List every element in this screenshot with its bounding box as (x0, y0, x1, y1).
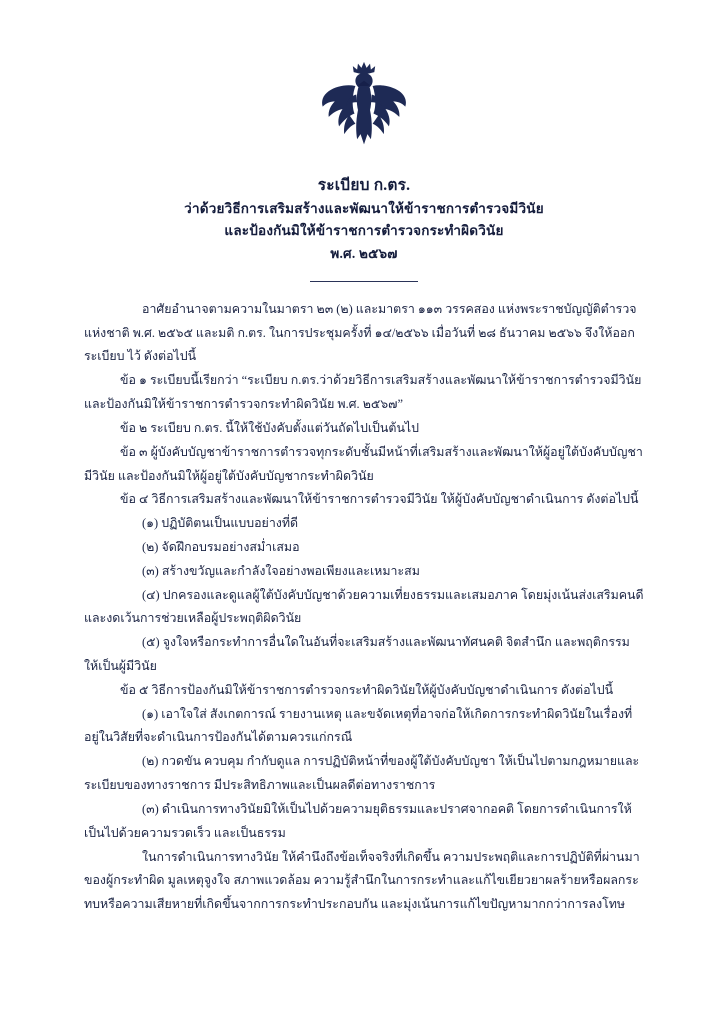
paragraph-clause-4-2: (๒) จัดฝึกอบรมอย่างสม่ำเสมอ (142, 539, 300, 554)
paragraph-clause-5-1: (๑) เอาใจใส่ สังเกตการณ์ รายงานเหตุ และขจัดเหตุที่อาจก่อให้เกิดการกระทำผิดวินัยในเรื่องที่อยู่ในวิสัยที่จะดำเนินการป้องกันได้ตามควรแก่กรณี (84, 706, 633, 745)
paragraph-clause-2: ข้อ ๒ ระเบียบ ก.ตร. นี้ให้ใช้บังคับตั้งแต่วันถัดไปเป็นต้นไป (120, 420, 420, 435)
title-line-4: พ.ศ. ๒๕๖๗ (330, 246, 398, 262)
paragraph-clause-5: ข้อ ๕ วิธีการป้องกันมิให้ข้าราชการตำรวจกระทำผิดวินัยให้ผู้บังคับบัญชาดำเนินการ ดังต่อไปนี้ (120, 682, 614, 697)
garuda-emblem (321, 60, 407, 148)
title-divider (310, 281, 418, 282)
paragraph-closing: ในการดำเนินการทางวินัย ให้คำนึงถึงข้อเท็จจริงที่เกิดขึ้น ความประพฤติและการปฏิบัติที่ผ่านมาของผู้กระทำผิด มูลเหตุจูงใจ สภาพแวดล้อม ความรู้สำนึกในการกระทำและแก้ไขเยียวยาผลร้ายหรือผลกระทบหรือความเสียหายที่เกิดขึ้นจากการกระทำประกอบกัน และมุ่งเน้นการแก้ไขปัญหามากกว่าการลงโทษ (84, 849, 640, 912)
paragraph-clause-4: ข้อ ๔ วิธีการเสริมสร้างและพัฒนาให้ข้าราชการตำรวจมีวินัย ให้ผู้บังคับบัญชาดำเนินการ ดังต่อไปนี้ (120, 492, 639, 507)
paragraph-clause-5-2: (๒) กวดขัน ควบคุม กำกับดูแล การปฏิบัติหน้าที่ของผู้ใต้บังคับบัญชา ให้เป็นไปตามกฎหมายและระเบียบของทางราชการ มีประสิทธิภาพและเป็นผลดีต่อทางราชการ (84, 754, 640, 793)
paragraph-clause-4-1: (๑) ปฏิบัติตนเป็นแบบอย่างที่ดี (142, 516, 299, 531)
paragraph-clause-5-3: (๓) ดำเนินการทางวินัยมิให้เป็นไปด้วยความยุติธรรมและปราศจากอคติ โดยการดำเนินการให้เป็นไปด้วยความรวดเร็ว และเป็นธรรม (84, 801, 632, 840)
title-line-1: ระเบียบ ก.ตร. (317, 177, 411, 194)
title-line-2: ว่าด้วยวิธีการเสริมสร้างและพัฒนาให้ข้าราชการตำรวจมีวินัย (184, 201, 544, 217)
paragraph-clause-1: ข้อ ๑ ระเบียบนี้เรียกว่า “ระเบียบ ก.ตร.ว่าด้วยวิธีการเสริมสร้างและพัฒนาให้ข้าราชการตำรวจมีวินัย และป้องกันมิให้ข้าราชการตำรวจกระทำผิดวินัย พ.ศ. ๒๕๖๗” (84, 373, 642, 412)
paragraph-clause-4-3: (๓) สร้างขวัญและกำลังใจอย่างพอเพียงและเหมาะสม (142, 563, 420, 578)
document-title-block (84, 174, 644, 267)
emblem-container (84, 60, 644, 152)
title-line-3: และป้องกันมิให้ข้าราชการตำรวจกระทำผิดวินัย (224, 222, 504, 238)
paragraph-clause-3: ข้อ ๓ ผู้บังคับบัญชาข้าราชการตำรวจทุกระดับชั้นมีหน้าที่เสริมสร้างและพัฒนาให้ผู้อยู่ใต้บังคับบัญชามีวินัย และป้องกันมิให้ผู้อยู่ใต้บังคับบัญชากระทำผิดวินัย (84, 444, 643, 483)
paragraph-preamble: อาศัยอำนาจตามความในมาตรา ๒๓ (๒) และมาตรา ๑๑๓ วรรคสอง แห่งพระราชบัญญัติตำรวจแห่งชาติ พ.ศ. ๒๕๖๕ และมติ ก.ตร. ในการประชุมครั้งที่ ๑๔/๒๕๖๖ เมื่อวันที่ ๒๘ ธันวาคม ๒๕๖๖ จึงให้ออกระเบียบ ไว้ ดังต่อไปนี้ (84, 301, 637, 364)
paragraph-clause-4-4: (๔) ปกครองและดูแลผู้ใต้บังคับบัญชาด้วยความเที่ยงธรรมและเสมอภาค โดยมุ่งเน้นส่งเสริมคนดีและงดเว้นการช่วยเหลือผู้ประพฤติผิดวินัย (84, 587, 644, 626)
paragraph-clause-4-5: (๕) จูงใจหรือกระทำการอื่นใดในอันที่จะเสริมสร้างและพัฒนาทัศนคติ จิตสำนึก และพฤติกรรมให้เป็นผู้มีวินัย (84, 635, 630, 674)
document-body (84, 298, 644, 917)
